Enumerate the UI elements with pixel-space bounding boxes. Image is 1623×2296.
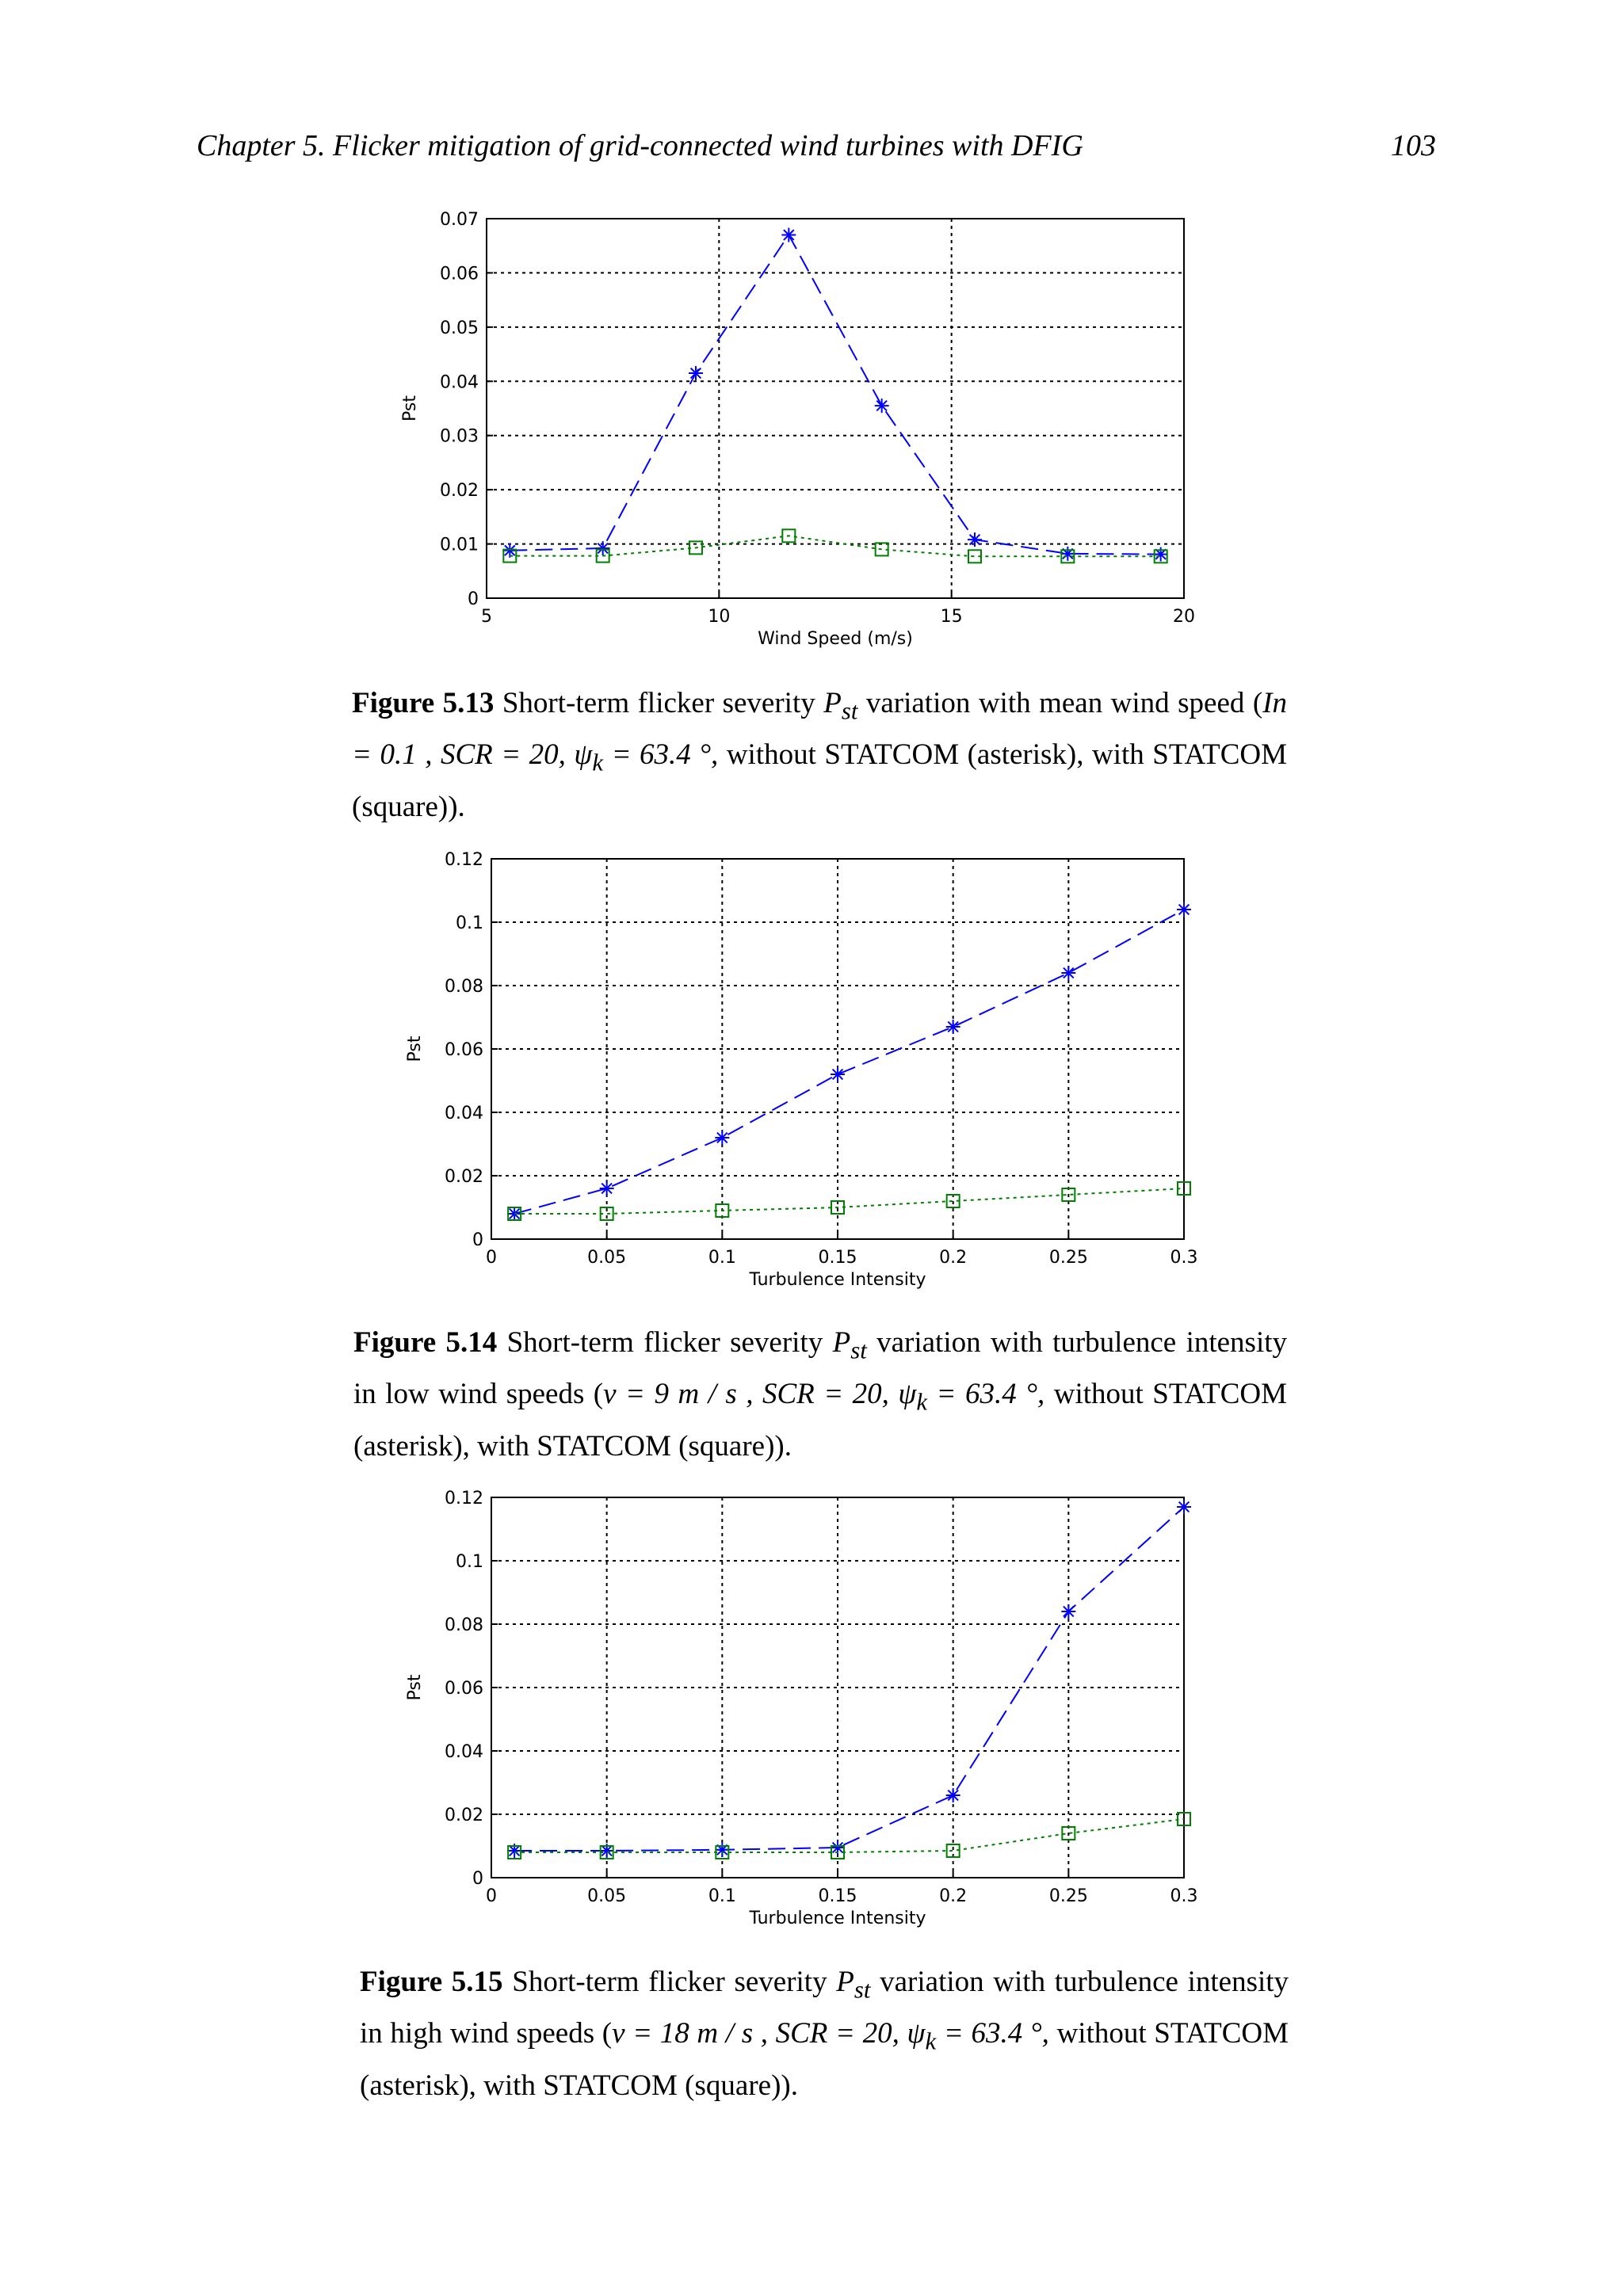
y-tick-label: 0.08 (445, 977, 483, 997)
square-marker (1178, 1813, 1190, 1825)
square-marker (947, 1844, 960, 1857)
square-marker (601, 1846, 613, 1859)
chapter-title: Chapter 5. Flicker mitigation of grid-connected wind turbines with DFIG (197, 129, 1083, 162)
figure-5-13-caption (352, 681, 1287, 830)
caption-text: variation with turbulence intensity in high wind speeds ( (360, 1966, 1289, 2050)
asterisk-marker (600, 1181, 614, 1196)
asterisk-marker (1061, 966, 1075, 980)
caption-params: v = 18 m / s , SCR = 20, $\psi_k = 63.4$ °, (612, 2017, 1049, 2055)
asterisk-marker (1177, 1500, 1191, 1514)
x-tick-label: 0 (486, 1248, 497, 1268)
x-tick-label: 0.3 (1170, 1248, 1198, 1268)
y-tick-label: 0.04 (445, 1104, 483, 1123)
square-marker (689, 541, 702, 554)
x-tick-label: 0.25 (1048, 1248, 1088, 1268)
x-axis-label: Turbulence Intensity (749, 1909, 926, 1928)
x-tick-label: 20 (1173, 607, 1195, 627)
y-tick-label: 0.03 (440, 426, 479, 447)
x-tick-label: 0.2 (939, 1248, 968, 1268)
asterisk-marker (689, 366, 703, 380)
series-line-with-statcom (514, 1188, 1184, 1214)
y-tick-label: 0.02 (440, 481, 479, 502)
y-tick-label: 0.01 (440, 535, 479, 555)
chart-3 (405, 1489, 1198, 1928)
asterisk-marker (596, 541, 610, 555)
caption-text: Short-term flicker severity (506, 1326, 823, 1359)
x-axis-label: Turbulence Intensity (749, 1270, 926, 1290)
y-tick-label: 0.04 (440, 372, 479, 393)
y-tick-label: 0 (468, 589, 479, 609)
axes-frame (487, 219, 1184, 598)
square-marker (503, 550, 516, 563)
figure-5-14-caption (353, 1321, 1287, 1469)
square-marker (716, 1204, 728, 1217)
square-marker (831, 1846, 844, 1859)
y-tick-label: 0.07 (440, 210, 479, 230)
y-tick-label: 0.06 (445, 1040, 483, 1060)
series-line-with-statcom (514, 1819, 1184, 1852)
x-tick-label: 0.3 (1170, 1886, 1198, 1906)
square-marker (1061, 550, 1074, 563)
asterisk-marker (831, 1067, 845, 1081)
square-marker (1155, 550, 1167, 563)
square-marker (601, 1207, 613, 1220)
y-tick-label: 0.06 (445, 1679, 483, 1699)
running-header (197, 128, 1436, 176)
asterisk-marker (968, 532, 982, 547)
y-tick-label: 0 (472, 1230, 483, 1250)
y-tick-label: 0 (472, 1869, 483, 1889)
caption-label: Figure 5.13 (352, 687, 495, 719)
caption-text: without STATCOM (asterisk), with STATCOM (square)). (360, 2017, 1289, 2102)
axes-frame (491, 859, 1184, 1239)
y-axis-label: Pst (405, 1674, 425, 1701)
asterisk-marker (781, 228, 796, 242)
asterisk-marker (507, 1207, 521, 1221)
series-line-without-statcom (510, 235, 1160, 555)
x-tick-label: 0.1 (708, 1248, 736, 1268)
square-marker (947, 1195, 960, 1207)
square-marker (1062, 1188, 1075, 1201)
asterisk-marker (831, 1840, 845, 1855)
caption-text: variation with turbulence intensity in low wind speeds ( (353, 1326, 1288, 1411)
square-marker (508, 1207, 521, 1220)
caption-text: Short-term flicker severity (512, 1966, 827, 1998)
asterisk-marker (946, 1788, 960, 1802)
caption-text: without STATCOM (asterisk), with STATCOM (square)). (352, 738, 1287, 823)
square-marker (876, 543, 888, 555)
caption-label: Figure 5.14 (353, 1326, 498, 1359)
caption-text: without STATCOM (asterisk), with STATCOM (square)). (353, 1378, 1288, 1463)
square-marker (508, 1846, 521, 1859)
pst-symbol: $P_{st}$ (823, 687, 858, 725)
x-tick-label: 15 (940, 607, 963, 627)
series-line-without-statcom (514, 1507, 1184, 1851)
asterisk-marker (600, 1844, 614, 1858)
caption-label: Figure 5.15 (360, 1966, 503, 1998)
y-tick-label: 0.04 (445, 1742, 483, 1762)
x-tick-label: 0.05 (587, 1248, 627, 1268)
y-tick-label: 0.02 (445, 1806, 483, 1825)
x-tick-label: 5 (481, 607, 492, 627)
series-line-without-statcom (514, 910, 1184, 1214)
caption-text: Short-term flicker severity (502, 687, 815, 719)
x-tick-label: 0.15 (818, 1248, 857, 1268)
x-tick-label: 0.15 (818, 1886, 857, 1906)
asterisk-marker (1177, 902, 1191, 917)
square-marker (1062, 1827, 1075, 1840)
asterisk-marker (875, 399, 889, 413)
axes-frame (491, 1497, 1184, 1878)
y-tick-label: 0.12 (445, 1489, 483, 1508)
asterisk-marker (946, 1020, 960, 1034)
page-number: 103 (1391, 129, 1436, 162)
x-tick-label: 0.1 (708, 1886, 736, 1906)
square-marker (968, 550, 981, 563)
square-marker (782, 529, 795, 542)
series-line-with-statcom (510, 536, 1160, 556)
y-tick-label: 0.05 (440, 318, 479, 338)
x-tick-label: 10 (708, 607, 731, 627)
chart-2 (405, 850, 1198, 1290)
x-tick-label: 0 (486, 1886, 497, 1906)
y-tick-label: 0.08 (445, 1615, 483, 1635)
y-tick-label: 0.1 (456, 1552, 483, 1572)
chart-1 (400, 210, 1195, 649)
y-tick-label: 0.1 (456, 913, 483, 933)
x-tick-label: 0.05 (587, 1886, 627, 1906)
square-marker (716, 1846, 728, 1859)
x-axis-label: Wind Speed (m/s) (758, 629, 913, 649)
y-tick-label: 0.02 (445, 1167, 483, 1187)
caption-params: In = 0.1 , SCR = 20, $\psi_k = 63.4$ °, (352, 687, 1287, 776)
y-tick-label: 0.12 (445, 850, 483, 870)
pst-symbol: $P_{st}$ (836, 1966, 871, 2004)
asterisk-marker (502, 543, 517, 558)
y-axis-label: Pst (405, 1035, 425, 1062)
asterisk-marker (1060, 547, 1075, 561)
square-marker (1178, 1182, 1190, 1195)
asterisk-marker (1154, 547, 1168, 562)
asterisk-marker (715, 1131, 729, 1145)
asterisk-marker (507, 1844, 521, 1858)
x-tick-label: 0.2 (939, 1886, 968, 1906)
square-marker (831, 1201, 844, 1214)
caption-params: v = 9 m / s , SCR = 20, $\psi_k = 63.4$ °, (603, 1378, 1045, 1416)
asterisk-marker (715, 1843, 729, 1857)
asterisk-marker (1061, 1604, 1075, 1619)
y-axis-label: Pst (400, 395, 420, 421)
pst-symbol: $P_{st}$ (832, 1326, 867, 1364)
caption-text: variation with mean wind speed ( (865, 687, 1263, 719)
y-tick-label: 0.06 (440, 264, 479, 284)
x-tick-label: 0.25 (1048, 1886, 1088, 1906)
figure-5-15-caption (360, 1960, 1289, 2108)
square-marker (597, 550, 609, 563)
